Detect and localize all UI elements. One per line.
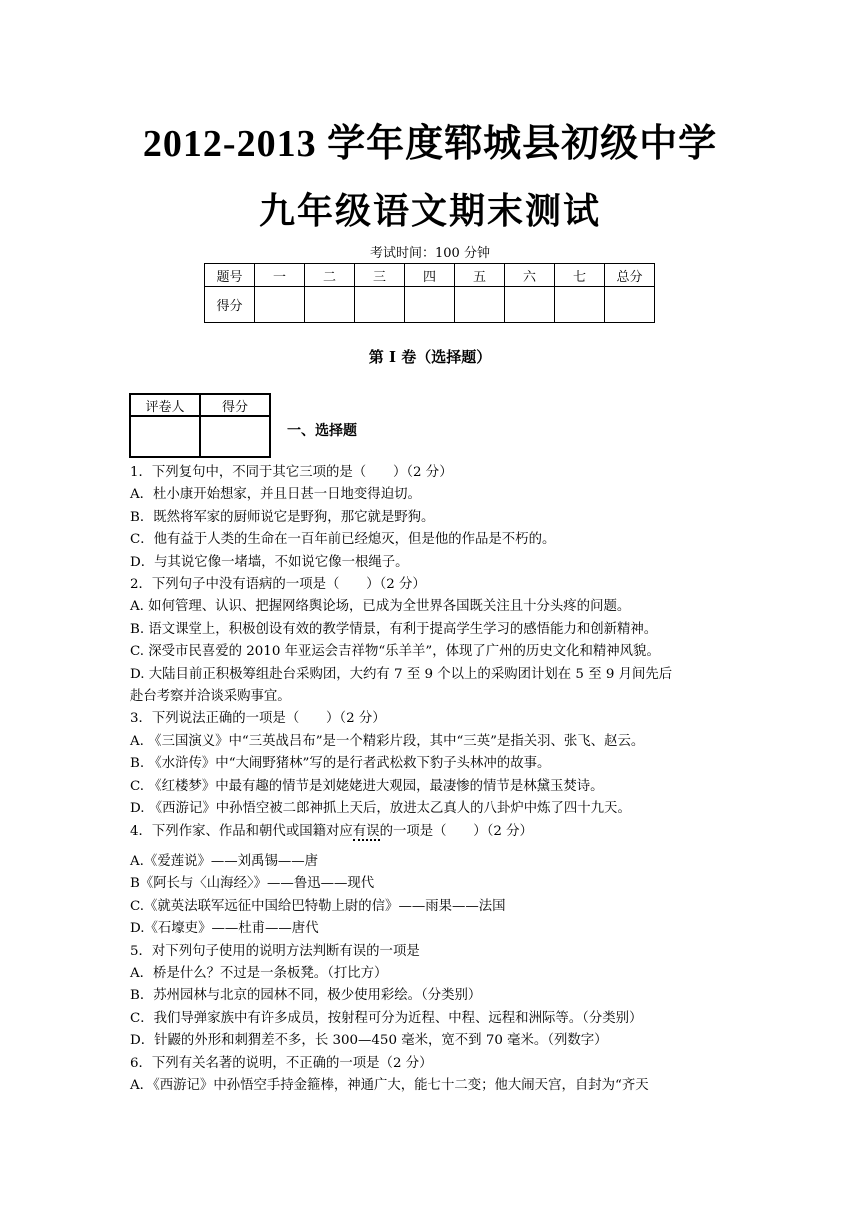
question-line: D．针鼹的外形和刺猬差不多，长 300—450 毫米，宽不到 70 毫米。（列数字） [130, 1033, 608, 1049]
reviewer-cell [130, 416, 200, 457]
question-line: B．苏州园林与北京的园林不同，极少使用彩绘。（分类别） [130, 988, 482, 1004]
score-table-col-1: 一 [255, 264, 305, 287]
question-line: A．桥是什么？不过是一条板凳。（打比方） [130, 965, 388, 981]
exam-title-line2: 九年级语文期末测试 [258, 190, 601, 232]
score-cell [605, 287, 655, 323]
score-table-col-4: 四 [405, 264, 455, 287]
question-line: B．既然将军家的厨师说它是野狗，那它就是野狗。 [130, 509, 435, 525]
question-line: D. 大陆目前正积极筹组赴台采购团，大约有 7 至 9 个以上的采购团计划在 5 至 9 月间先后 [130, 666, 673, 682]
exam-title-line1: 2012-2013 学年度郓城县初级中学 [142, 123, 718, 165]
question-line: 3．下列说法正确的一项是（ ）（2 分） [130, 711, 386, 727]
question-line: C.《就英法联军远征中国给巴特勒上尉的信》——雨果——法国 [130, 898, 506, 914]
question-line: A．《西游记》中孙悟空手持金箍棒，神通广大，能七十二变；他大闹天宫，自封为“齐天 [130, 1077, 649, 1093]
question-line: C．我们导弹家族中有许多成员，按射程可分为近程、中程、远程和洲际等。（分类别） [130, 1010, 643, 1026]
score-cell [405, 287, 455, 323]
score-cell [355, 287, 405, 323]
question-line: 赴台考察并洽谈采购事宜。 [130, 689, 291, 705]
question-line: B《阿长与〈山海经〉》——鲁迅——现代 [130, 876, 375, 892]
question-line: C. 《红楼梦》中最有趣的情节是刘姥姥进大观园，最凄惨的情节是林黛玉焚诗。 [130, 778, 604, 794]
question-line: D．与其说它像一堵墙，不如说它像一根绳子。 [130, 554, 409, 570]
score-table-col-7: 七 [555, 264, 605, 287]
question-line: 5．对下列句子使用的说明方法判断有误的一项是 [130, 943, 420, 959]
section-title: 第 I 卷（选择题） [368, 348, 492, 366]
score-table-score-label: 得分 [205, 287, 255, 323]
question-line: 2．下列句子中没有语病的一项是（ ）（2 分） [130, 577, 426, 593]
question-line: A.《爱莲说》——刘禹锡——唐 [130, 853, 319, 869]
score-table-col-2: 二 [305, 264, 355, 287]
question-line: 1．下列复句中，不同于其它三项的是（ ）（2 分） [130, 465, 453, 480]
question-4-line [130, 821, 740, 843]
score-table-col-3: 三 [355, 264, 405, 287]
question-line: 6．下列有关名著的说明，不正确的一项是（2 分） [130, 1055, 433, 1071]
grader-score-cell [200, 416, 270, 457]
question-list [130, 462, 740, 1097]
score-table-col-total: 总分 [605, 264, 655, 287]
score-cell [455, 287, 505, 323]
question-line: D.《石壕吏》——杜甫——唐代 [130, 921, 319, 937]
score-cell [305, 287, 355, 323]
grader-score-label: 得分 [200, 394, 270, 416]
question-line: B. 语文课堂上，积极创设有效的教学情景，有利于提高学生学习的感悟能力和创新精神。 [130, 621, 658, 637]
score-table [204, 263, 655, 323]
q4-before: 4．下列作家、作品和朝代或国籍对应 [130, 823, 353, 839]
score-cell [555, 287, 605, 323]
question-line: B. 《水浒传》中“大闹野猪林”写的是行者武松救下豹子头林冲的故事。 [130, 756, 551, 772]
score-table-header-row [205, 264, 655, 287]
reviewer-label: 评卷人 [130, 394, 200, 416]
question-line: D. 《西游记》中孙悟空被二郎神抓上天后，放进太乙真人的八卦炉中炼了四十九天。 [130, 801, 631, 817]
q4-emphasis: 有误 [352, 823, 380, 839]
question-line: A. 如何管理、认识、把握网络舆论场，已成为全世界各国既关注且十分头疼的问题。 [130, 599, 631, 615]
exam-time: 考试时间：100 分钟 [370, 246, 490, 261]
question-line: C．他有益于人类的生命在一百年前已经熄灭，但是他的作品是不朽的。 [130, 532, 556, 548]
score-table-row-label: 题号 [205, 264, 255, 287]
score-cell [255, 287, 305, 323]
score-cell [505, 287, 555, 323]
question-line: A. 《三国演义》中“三英战吕布”是一个精彩片段，其中“三英”是指关羽、张飞、赵云。 [130, 733, 645, 749]
part-heading: 一、选择题 [287, 423, 357, 439]
question-line: A．杜小康开始想家，并且日甚一日地变得迫切。 [130, 487, 421, 503]
q4-after: 的一项是（ ）（2 分） [379, 823, 533, 839]
question-line: C. 深受市民喜爱的 2010 年亚运会吉祥物“乐羊羊”，体现了广州的历史文化和精神风貌。 [130, 644, 660, 660]
grader-box [129, 393, 271, 458]
score-table-col-6: 六 [505, 264, 555, 287]
score-table-col-5: 五 [455, 264, 505, 287]
score-table-score-row [205, 287, 655, 323]
